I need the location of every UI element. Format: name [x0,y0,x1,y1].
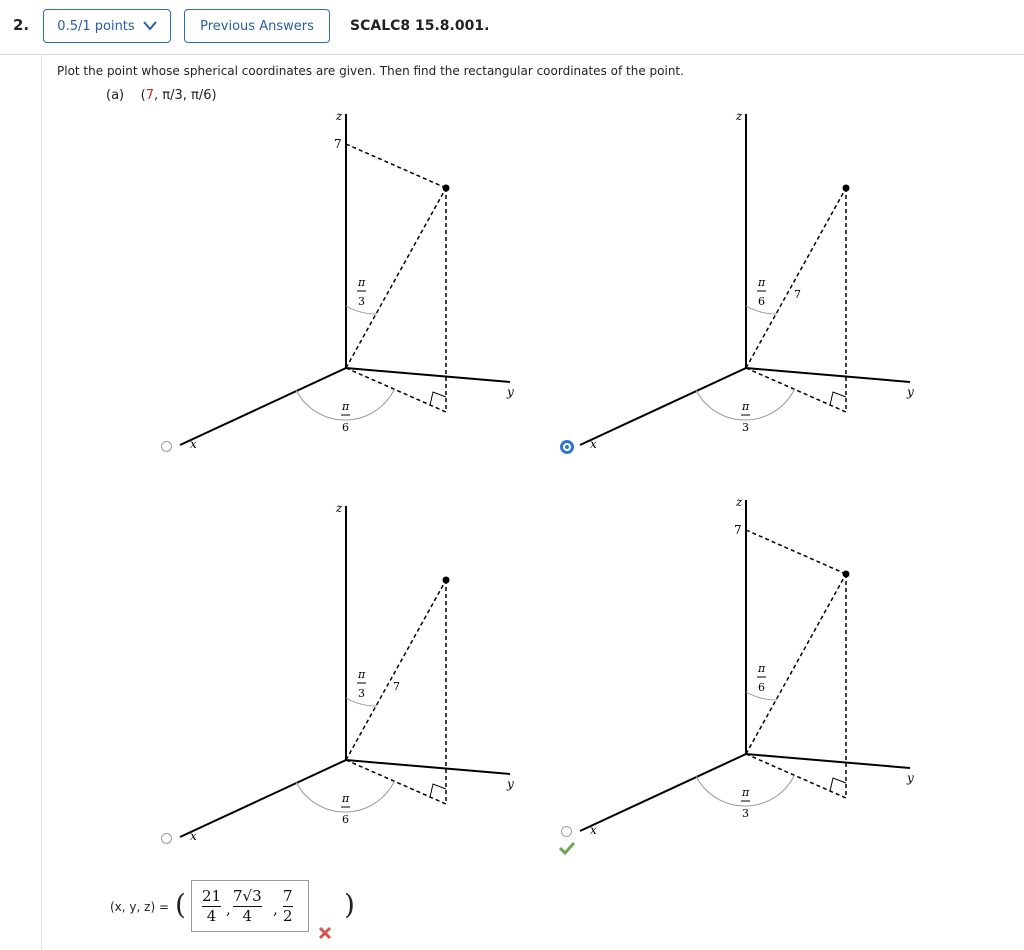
axis-y-label: y [907,385,914,399]
option-radio-2-selected[interactable] [560,440,574,454]
comma-1: , [226,900,231,918]
phi-pi: π [358,668,366,681]
graph-option-4 [550,486,930,846]
y-denominator: 4 [242,907,253,925]
phi-pi: π [358,276,366,289]
axis-y-label: y [907,771,914,785]
option-radio-4[interactable] [561,826,572,837]
z-denominator: 2 [283,907,293,925]
coords-rho: 7 [145,88,155,103]
axis-x-label: x [190,829,197,843]
graph-option-2 [550,100,930,460]
question-prompt: Plot the point whose spherical coordinates are given. Then find the rectangular coordinates of the point. [57,64,684,78]
close-paren: ) [344,888,355,921]
phi-denominator: 6 [758,295,765,308]
comma-2: , [273,900,278,918]
wrong-x-icon [318,926,332,940]
rho-height-label: 7 [734,523,742,537]
phi-denominator: 6 [758,681,765,694]
graph-option-1 [150,100,530,460]
x-numerator: 21 [202,887,222,905]
theta-pi: π [742,786,750,799]
axis-x-label: x [590,823,597,837]
phi-denominator: 3 [358,687,365,700]
part-label: (a) [106,88,125,103]
z-fraction [283,888,293,925]
theta-denominator: 3 [742,807,749,820]
theta-pi: π [742,400,750,413]
axis-y-label: y [507,385,514,399]
coords-open-paren: ( [140,88,146,103]
axis-z-label: z [736,109,743,123]
chevron-down-icon [143,21,157,31]
rho-label: 7 [794,288,801,301]
axis-z-label: z [336,501,343,515]
axis-z-label: z [336,109,343,123]
question-header [0,0,1024,55]
content-divider [41,55,42,950]
theta-denominator: 6 [342,813,349,826]
y-fraction [233,888,262,925]
z-numerator: 7 [283,887,293,905]
theta-denominator: 6 [342,421,349,434]
option-radio-1[interactable] [161,441,172,452]
theta-pi: π [342,400,350,413]
points-label: 0.5/1 points [57,18,135,34]
rho-height-label: 7 [334,137,342,151]
axis-y-label: y [507,777,514,791]
graph-option-3 [150,492,530,852]
axis-z-label: z [736,495,743,509]
open-paren: ( [175,888,186,921]
rho-label: 7 [393,680,400,693]
y-numerator: 7√3 [233,887,262,905]
x-denominator: 4 [206,907,217,925]
option-radio-3[interactable] [161,833,172,844]
phi-pi: π [758,276,766,289]
theta-denominator: 3 [742,421,749,434]
axis-x-label: x [590,437,597,451]
answer-label: (x, y, z) = [110,900,169,914]
axis-x-label: x [190,437,197,451]
rectangular-coords-input[interactable] [191,880,309,932]
phi-denominator: 3 [358,295,365,308]
question-number: 2. [13,16,30,34]
checkmark-icon [558,840,576,856]
x-fraction [202,888,221,925]
points-dropdown-button[interactable] [43,9,171,43]
question-code: SCALC8 15.8.001. [350,18,490,34]
phi-pi: π [758,662,766,675]
theta-pi: π [342,792,350,805]
previous-answers-button[interactable]: Previous Answers [184,9,330,43]
coords-rest: , π/3, π/6) [154,88,217,103]
